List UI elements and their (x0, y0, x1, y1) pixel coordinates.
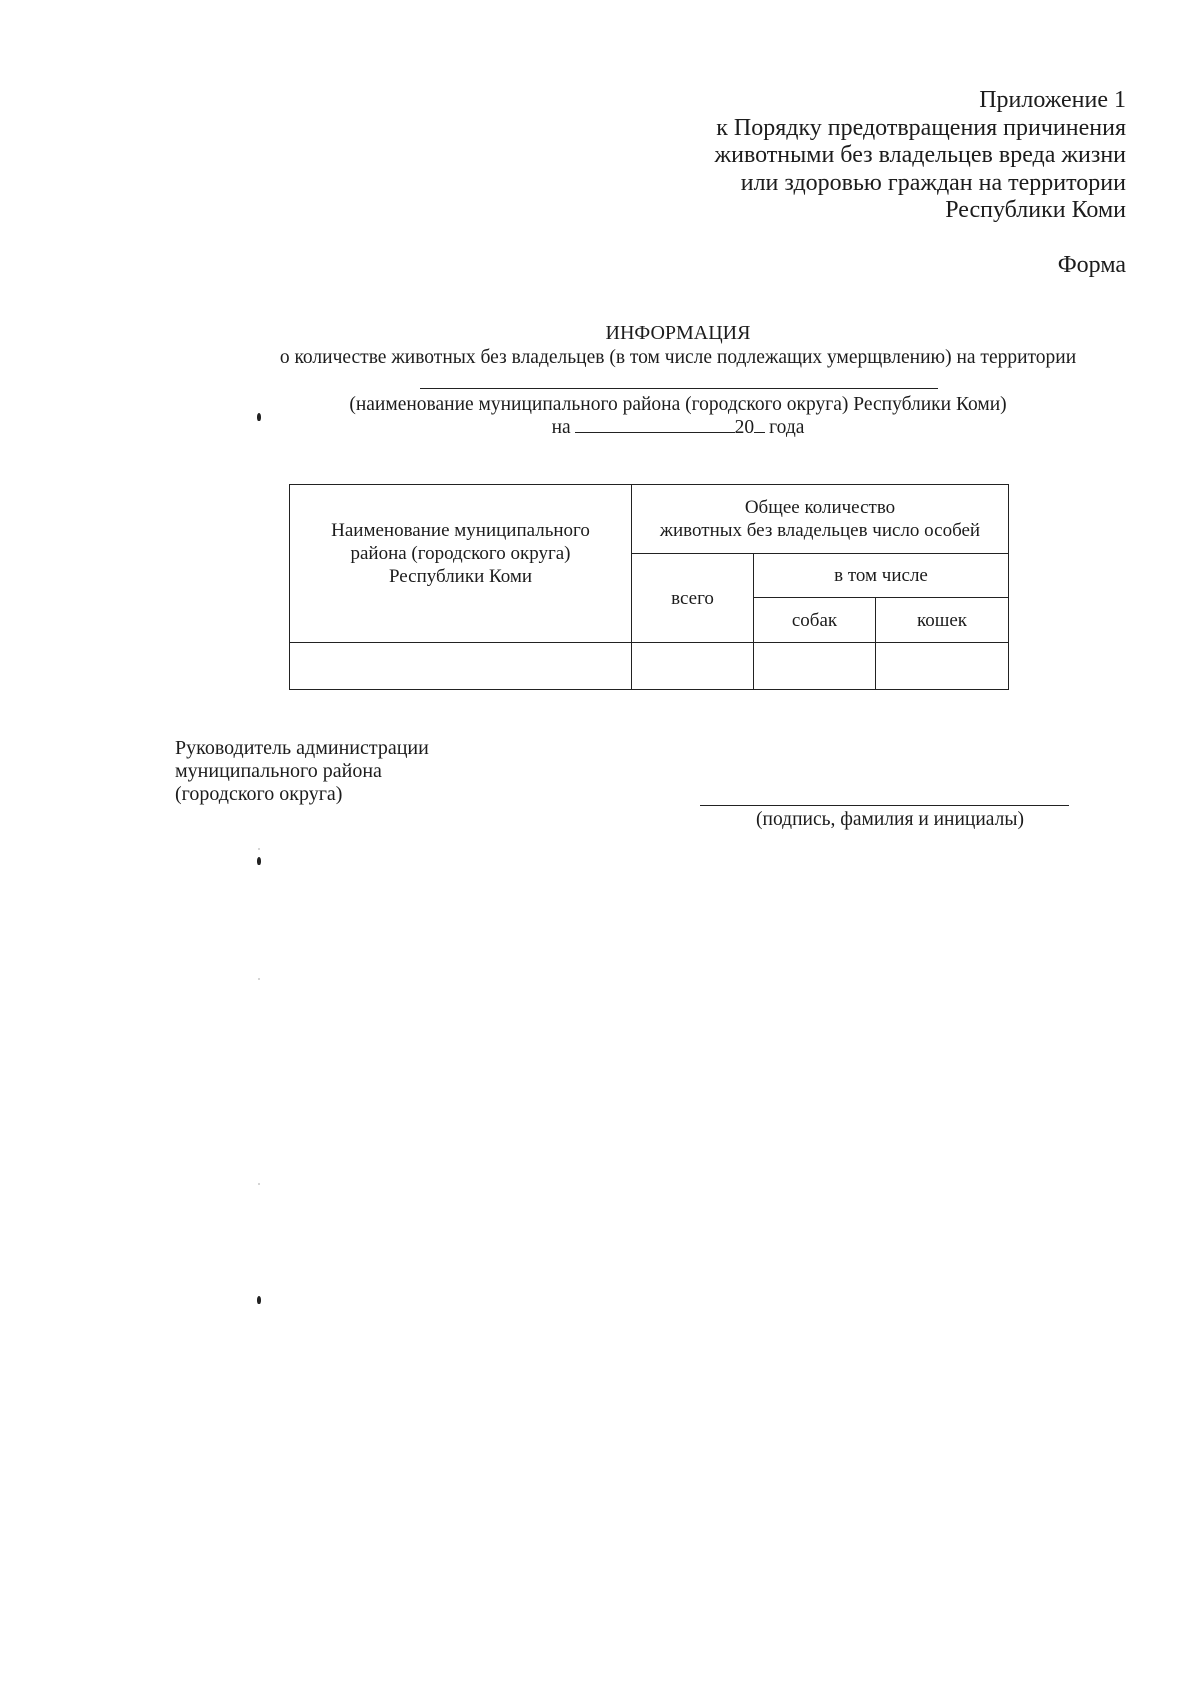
total-count-header (632, 485, 1009, 554)
signatory-line: (городского округа) (175, 783, 343, 805)
including-header: в том числе (754, 554, 1009, 598)
scan-speck (258, 1183, 260, 1185)
cats-cell (876, 643, 1009, 690)
document-subtitle: о количестве животных без владельцев (в том числе подлежащих умерщвлению) на территории (279, 347, 1077, 368)
district-name-caption: (наименование муниципального района (городского округа) Республики Коми) (349, 394, 1007, 415)
signatory-position (175, 737, 429, 806)
year-blank-line (754, 418, 765, 433)
district-name-header (290, 485, 632, 643)
scan-speck (257, 1296, 261, 1304)
date-suffix: года (769, 417, 805, 438)
signature-caption: (подпись, фамилия и инициалы) (756, 809, 1024, 830)
form-label: Форма (1057, 252, 1126, 278)
header-line: района (городского округа) (350, 543, 571, 564)
table-row (290, 643, 1009, 690)
document-title: ИНФОРМАЦИЯ (605, 322, 751, 344)
district-name-blank-line (420, 388, 938, 389)
appendix-line: Республики Коми (945, 197, 1126, 224)
appendix-line: или здоровью граждан на территории (740, 169, 1126, 196)
signatory-line: Руководитель администрации (175, 737, 429, 759)
scan-speck (258, 848, 260, 850)
date-blank-line (575, 418, 735, 433)
appendix-header (715, 87, 1126, 225)
district-name-cell (290, 643, 632, 690)
signature-blank-line (700, 805, 1069, 806)
scan-speck (257, 413, 261, 421)
header-line: Наименование муниципального (331, 520, 590, 541)
header-line: Общее количество (744, 497, 896, 518)
dogs-header: собак (754, 598, 876, 643)
info-table (289, 484, 1009, 690)
scan-speck (257, 857, 261, 865)
dogs-cell (754, 643, 876, 690)
appendix-line: Приложение 1 (979, 87, 1126, 113)
total-header: всего (632, 554, 754, 643)
header-line: Республики Коми (388, 566, 533, 587)
cats-header: кошек (876, 598, 1009, 643)
date-prefix: на (551, 417, 571, 438)
date-line (178, 417, 1178, 439)
appendix-line: к Порядку предотвращения причинения (716, 114, 1126, 141)
scan-speck (258, 978, 260, 980)
total-cell (632, 643, 754, 690)
date-century: 20 (734, 417, 755, 438)
appendix-line: животными без владельцев вреда жизни (714, 142, 1126, 169)
header-line: животных без владельцев число особей (659, 520, 981, 541)
signatory-line: муниципального района (175, 760, 382, 782)
